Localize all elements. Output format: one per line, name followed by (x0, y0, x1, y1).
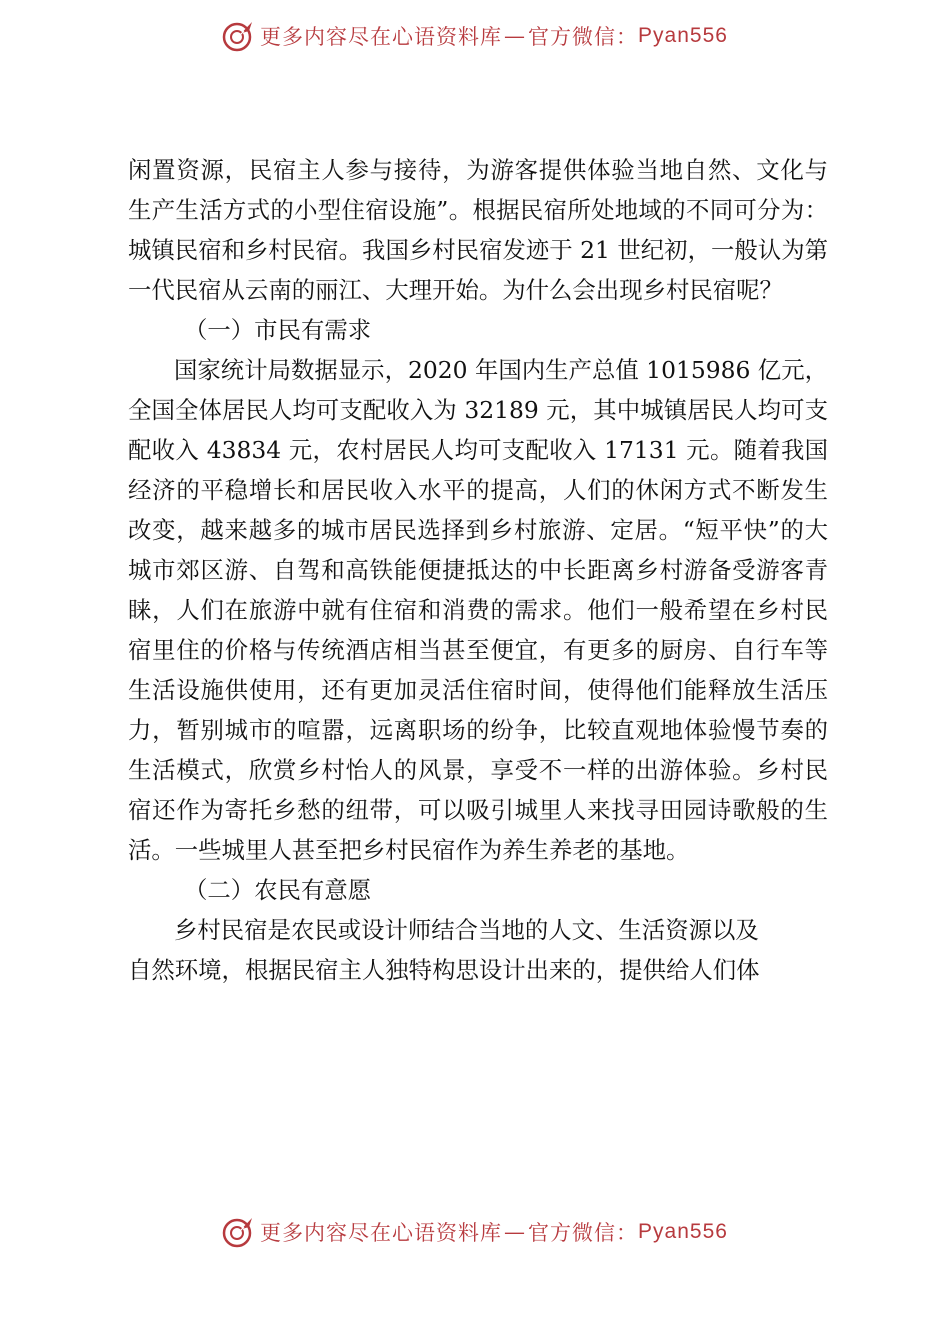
section-heading-2: （二）农民有意愿 (184, 876, 372, 904)
header-wechat-id: Pyan556 (638, 24, 728, 47)
footer-wechat-label: 官方微信： (528, 1221, 639, 1245)
section-heading-1: （一）市民有需求 (184, 316, 372, 344)
paragraph-3-line-1: 乡村民宿是农民或设计师结合当地的人文、生活资源以及 (174, 916, 759, 944)
header-separator: — (504, 24, 527, 48)
quill-logo-icon (222, 19, 256, 53)
footer-watermark (0, 1212, 950, 1252)
document-body (128, 150, 828, 990)
header-watermark (0, 16, 950, 56)
header-text: 更多内容尽在心语资料库 (260, 25, 503, 49)
quill-logo-icon (222, 1215, 256, 1249)
header-wechat-label: 官方微信： (528, 25, 639, 49)
paragraph-3-line-2: 自然环境，根据民宿主人独特构思设计出来的，提供给人们体 (128, 956, 760, 984)
footer-wechat-id: Pyan556 (638, 1220, 728, 1243)
paragraph-1: 闲置资源，民宿主人参与接待，为游客提供体验当地自然、文化与生产生活方式的小型住宿设施”。根据民宿所处地域的不同可分为：城镇民宿和乡村民宿。我国乡村民宿发迹于 21 世纪初，一般认为第一代民宿从云南的丽江、大理开始。为什么会出现乡村民宿呢？ (128, 156, 828, 304)
footer-separator: — (504, 1220, 527, 1244)
paragraph-2: 国家统计局数据显示，2020 年国内生产总值 1015986 亿元，全国全体居民人均可支配收入为 32189 元，其中城镇居民人均可支配收入 43834 元，农村居民人均可支配收入 17131 元。随着我国经济的平稳增长和居民收入水平的提高，人们的休闲方式不断发生改变，越来越多的城市居民选择到乡村旅游、定居。“短平快”的大城市郊区游、自驾和高铁能便捷抵达的中长距离乡村游备受游客青睐，人们在旅游中就有住宿和消费的需求。他们一般希望在乡村民宿里住的价格与传统酒店相当甚至便宜，有更多的厨房、自行车等生活设施供使用，还有更加灵活住宿时间，使得他们能释放生活压力，暂别城市的喧嚣，远离职场的纷争，比较直观地体验慢节奏的生活模式，欣赏乡村怡人的风景，享受不一样的出游体验。乡村民宿还作为寄托乡愁的纽带，可以吸引城里人来找寻田园诗歌般的生活。一些城里人甚至把乡村民宿作为养生养老的基地。 (128, 356, 828, 864)
footer-text: 更多内容尽在心语资料库 (260, 1221, 503, 1245)
